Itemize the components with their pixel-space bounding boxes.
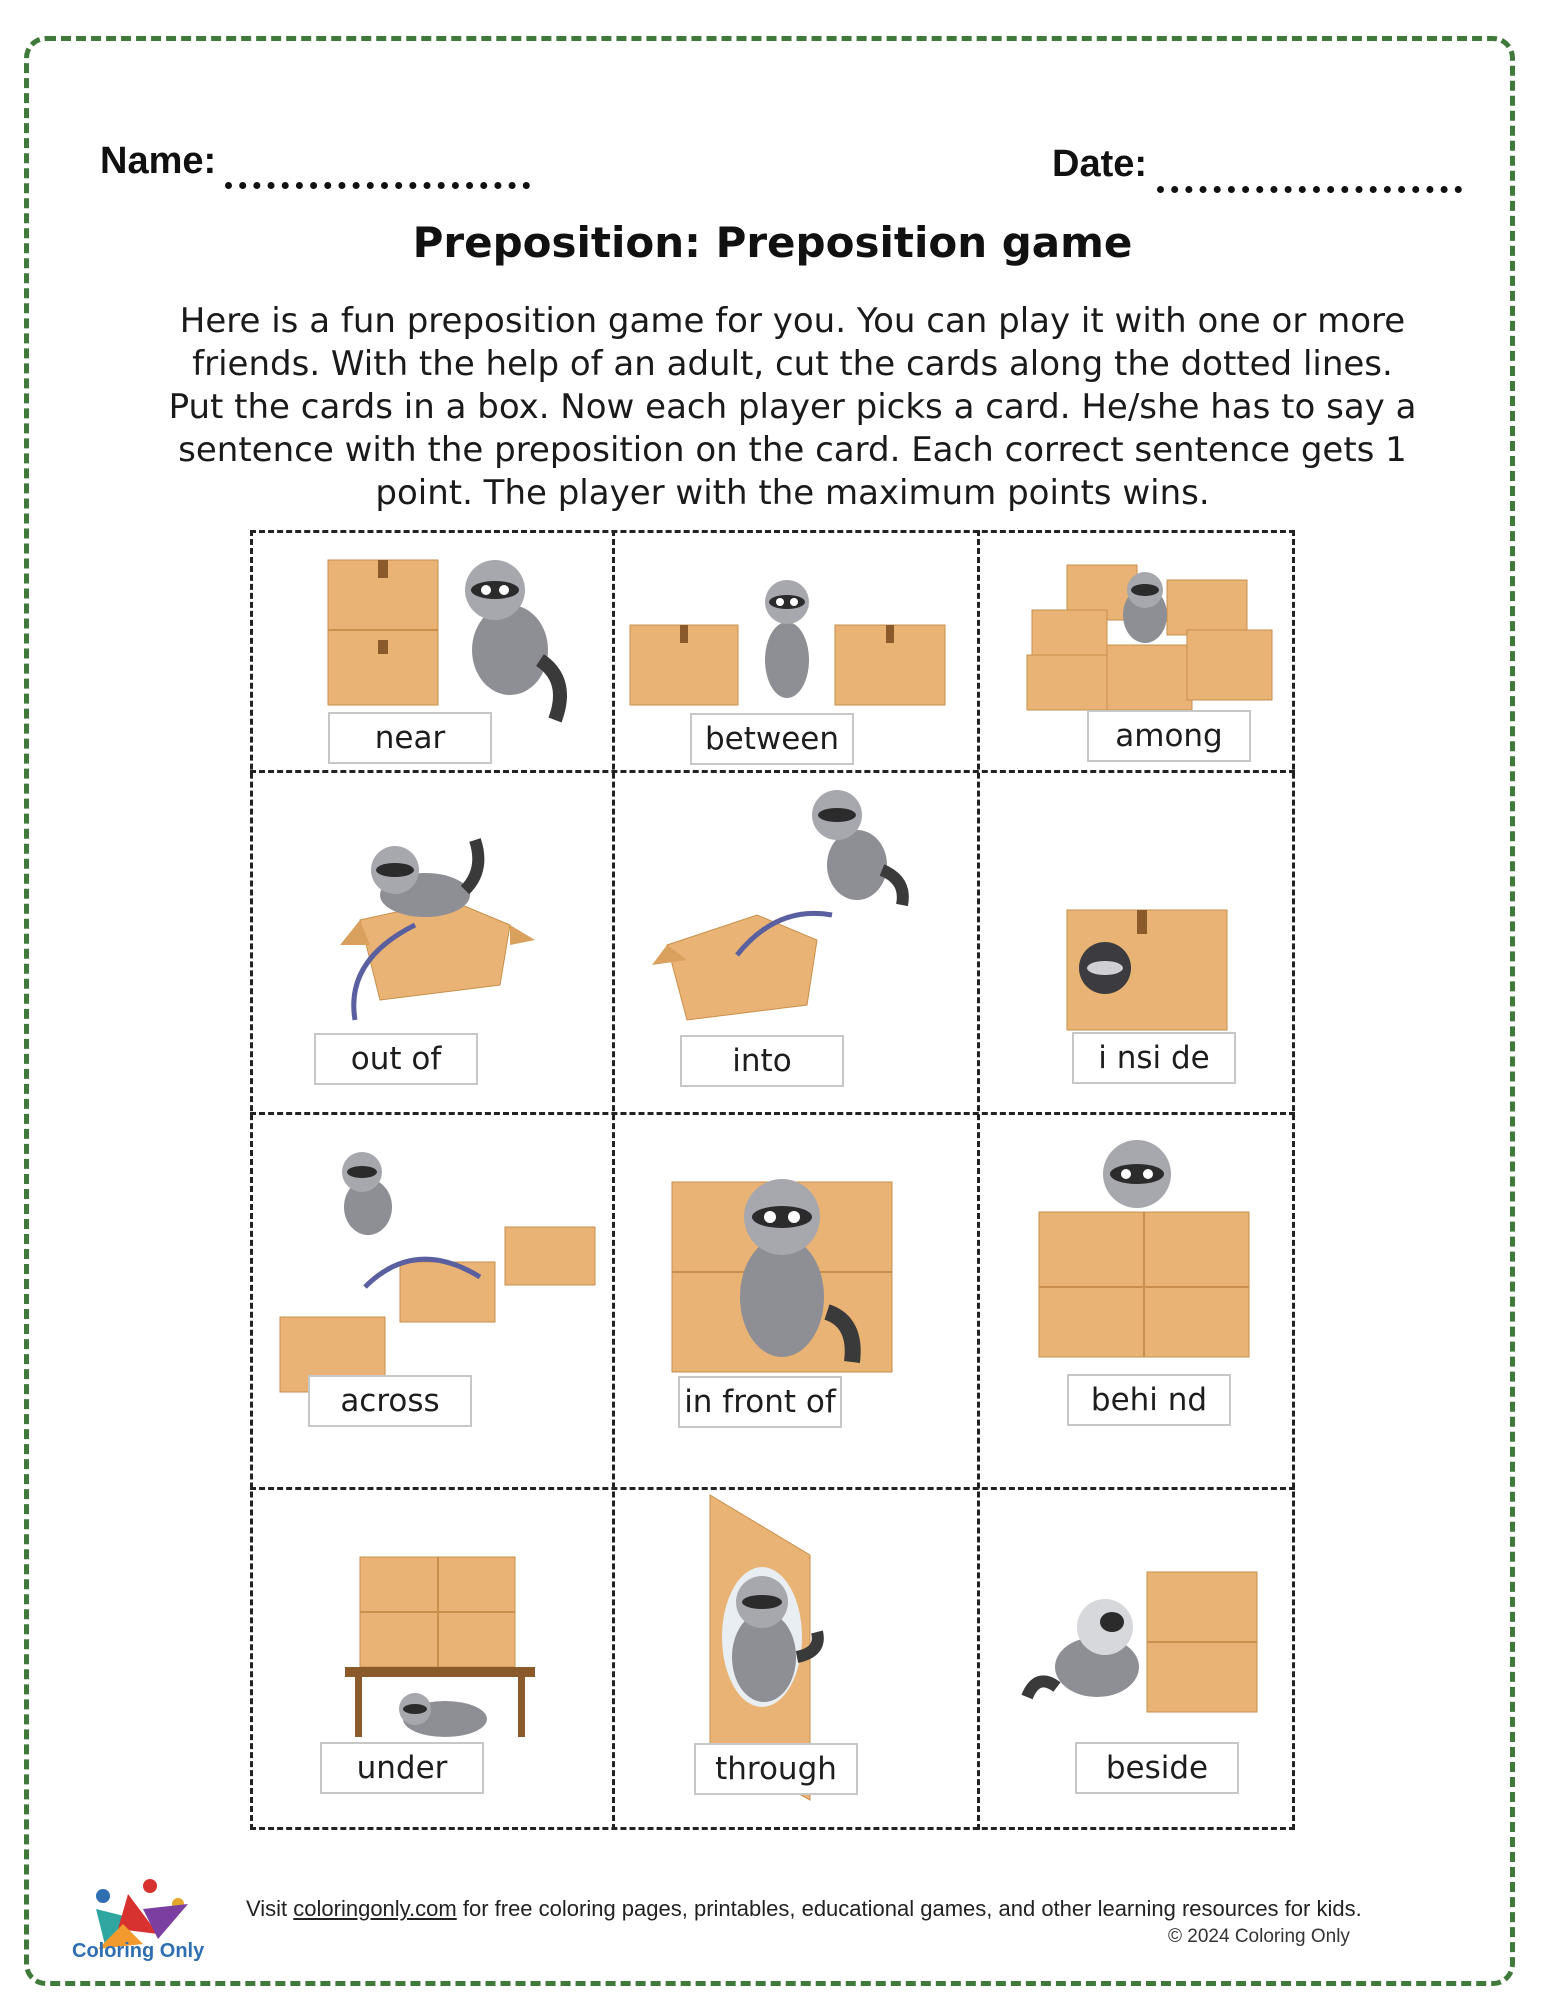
footer-text	[246, 1894, 1416, 1924]
date-field-line[interactable]	[1157, 186, 1462, 193]
footer-rest: for free coloring pages, printables, educational games, and other learning resources for kids.	[456, 1896, 1362, 1921]
raccoon-across-boxes-icon	[250, 1112, 612, 1487]
card-out-of[interactable]	[250, 770, 612, 1112]
card-inside[interactable]	[977, 770, 1292, 1112]
card-label: near	[328, 712, 492, 764]
raccoon-in-front-of-box-icon	[612, 1112, 977, 1487]
cut-line-vertical	[1292, 530, 1295, 1830]
card-near[interactable]	[250, 530, 612, 770]
card-beside[interactable]	[977, 1487, 1292, 1827]
card-between[interactable]	[612, 530, 977, 770]
cut-line-horizontal	[250, 1827, 1295, 1830]
card-label: beside	[1075, 1742, 1239, 1794]
card-label: under	[320, 1742, 484, 1794]
footer-link[interactable]: coloringonly.com	[293, 1896, 457, 1921]
card-label: between	[690, 713, 854, 765]
logo-text: Coloring Only	[72, 1940, 205, 1962]
card-behind[interactable]	[977, 1112, 1292, 1487]
card-among[interactable]	[977, 530, 1292, 770]
raccoon-behind-box-icon	[977, 1112, 1292, 1487]
card-label: in front of	[678, 1376, 842, 1428]
instructions-paragraph: Here is a fun preposition game for you. You can play it with one or more friends. With the help of an adult, cut the cards along the dotted lines. Put the cards in a box. Now each player picks a card. He/she has to say a sentence with the preposition on the card. Each correct sentence gets 1 point. The player with the maximum points wins.	[168, 301, 1417, 513]
card-label: out of	[314, 1033, 478, 1085]
date-label: Date:	[1052, 143, 1148, 185]
card-in-front-of[interactable]	[612, 1112, 977, 1487]
card-label: through	[694, 1743, 858, 1795]
name-label: Name:	[100, 140, 217, 182]
card-across[interactable]	[250, 1112, 612, 1487]
card-into[interactable]	[612, 770, 977, 1112]
card-label: i nsi de	[1072, 1032, 1236, 1084]
card-through[interactable]	[612, 1487, 977, 1827]
card-label: behi nd	[1067, 1374, 1231, 1426]
card-label: into	[680, 1035, 844, 1087]
page-title: Preposition: Preposition game	[412, 218, 1133, 267]
card-label: among	[1087, 710, 1251, 762]
card-label: across	[308, 1375, 472, 1427]
name-field-line[interactable]	[225, 182, 530, 189]
card-under[interactable]	[250, 1487, 612, 1827]
footer-visit: Visit	[246, 1896, 294, 1921]
copyright: © 2024 Coloring Only	[1168, 1926, 1350, 1947]
card-grid	[250, 530, 1295, 1830]
